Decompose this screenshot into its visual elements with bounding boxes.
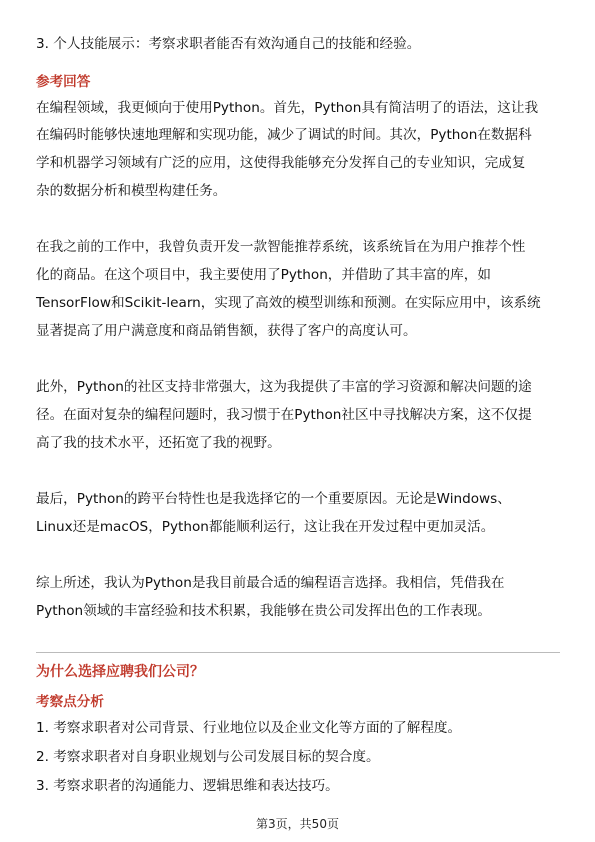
answer-heading: 参考回答 bbox=[36, 74, 91, 90]
paragraph-line: 杂的数据分析和模型构建任务。 bbox=[36, 183, 227, 199]
paragraph-line: 显著提高了用户满意度和商品销售额，获得了客户的高度认可。 bbox=[36, 323, 417, 339]
paragraph-line: 最后，Python的跨平台特性也是我选择它的一个重要原因。无论是Windows、 bbox=[36, 491, 511, 507]
analysis-item: 3. 考察求职者的沟通能力、逻辑思维和表达技巧。 bbox=[36, 778, 339, 794]
paragraph-line: 化的商品。在这个项目中，我主要使用了Python，并借助了其丰富的库，如 bbox=[36, 267, 491, 283]
paragraph-line: 高了我的技术水平，还拓宽了我的视野。 bbox=[36, 435, 281, 451]
page-footer: 第3页，共50页 bbox=[256, 817, 339, 831]
paragraph-line: Python领域的丰富经验和技术积累，我能够在贵公司发挥出色的工作表现。 bbox=[36, 603, 491, 619]
paragraph-line: Linux还是macOS，Python都能顺利运行，这让我在开发过程中更加灵活。 bbox=[36, 519, 495, 535]
paragraph-line: 在编程领域，我更倾向于使用Python。首先，Python具有简洁明了的语法，这让我 bbox=[36, 100, 539, 116]
analysis-item: 1. 考察求职者对公司背景、行业地位以及企业文化等方面的了解程度。 bbox=[36, 720, 462, 736]
analysis-item: 2. 考察求职者对自身职业规划与公司发展目标的契合度。 bbox=[36, 749, 380, 765]
paragraph-line: 此外，Python的社区支持非常强大，这为我提供了丰富的学习资源和解决问题的途 bbox=[36, 379, 532, 395]
paragraph-line: 径。在面对复杂的编程问题时，我习惯于在Python社区中寻找解决方案，这不仅提 bbox=[36, 407, 532, 423]
paragraph-line: 在编码时能够快速地理解和实现功能，减少了调试的时间。其次，Python在数据科 bbox=[36, 127, 532, 143]
paragraph-line: 学和机器学习领域有广泛的应用，这使得我能够充分发挥自己的专业知识，完成复 bbox=[36, 155, 526, 171]
question-title: 为什么选择应聘我们公司？ bbox=[36, 664, 204, 680]
analysis-heading: 考察点分析 bbox=[36, 694, 104, 710]
section-divider bbox=[36, 652, 560, 653]
paragraph-line: 在我之前的工作中，我曾负责开发一款智能推荐系统，该系统旨在为用户推荐个性 bbox=[36, 239, 526, 255]
paragraph-line: 综上所述，我认为Python是我目前最合适的编程语言选择。我相信，凭借我在 bbox=[36, 575, 505, 591]
paragraph-line: TensorFlow和Scikit-learn，实现了高效的模型训练和预测。在实际应用中，该系统 bbox=[36, 295, 541, 311]
top-list-item: 3. 个人技能展示：考察求职者能否有效沟通自己的技能和经验。 bbox=[36, 36, 421, 52]
